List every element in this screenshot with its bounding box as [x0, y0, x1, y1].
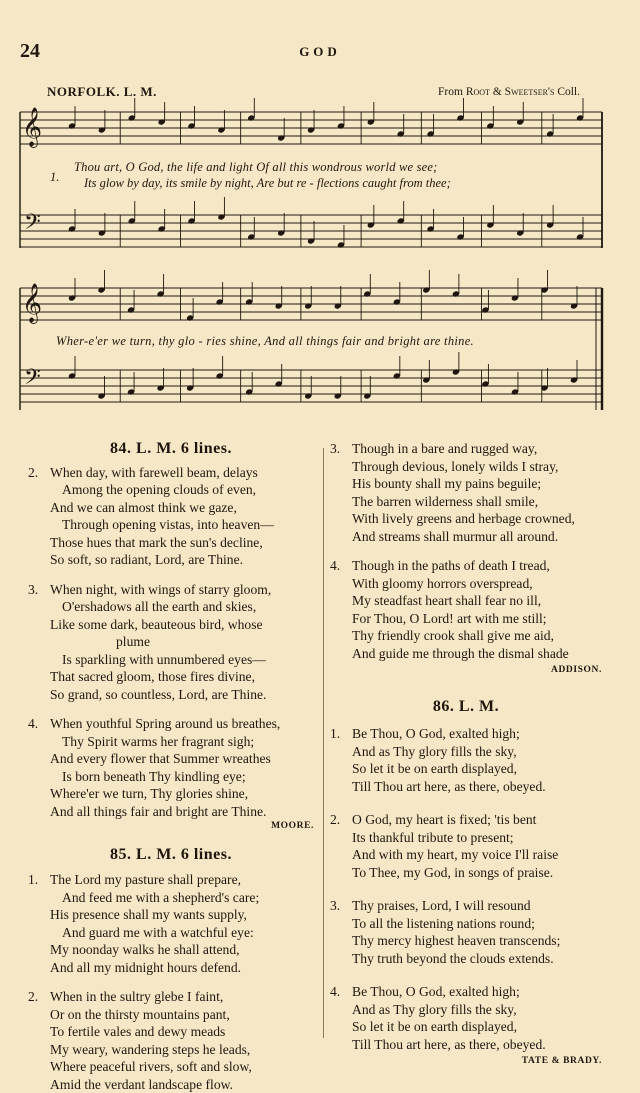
stanza-line — [330, 557, 602, 575]
music-score — [0, 0, 640, 420]
stanza-line-text: And feed me with a shepherd's care; — [62, 890, 259, 905]
stanza-line — [330, 725, 602, 743]
left-column — [28, 440, 314, 1093]
right-column — [330, 440, 602, 1071]
stanza-line-text: Thy Spirit warms her fragrant sigh; — [62, 734, 254, 749]
stanza-number: 2. — [28, 988, 50, 1006]
stanza-line-text: And all things fair and bright are Thine. — [50, 804, 266, 819]
stanza-line-text: Amid the verdant landscape flow. — [50, 1077, 233, 1092]
hymn-85-attribution: ADDISON. — [330, 662, 602, 680]
stanza-line-text: Be Thou, O God, exalted high; — [352, 984, 520, 999]
hymn-84-attribution: MOORE. — [28, 818, 314, 836]
hymn-84-body — [28, 464, 314, 821]
stanza-line-text: O'ershadows all the earth and skies, — [62, 599, 256, 614]
stanza-number: 3. — [330, 897, 352, 915]
stanza-line — [28, 1041, 314, 1059]
running-head: GOD — [0, 44, 640, 60]
stanza-line — [28, 633, 314, 651]
stanza-line-text: Where'er we turn, Thy glories shine, — [50, 786, 248, 801]
stanza-number: 2. — [330, 811, 352, 829]
stanza-line — [28, 1058, 314, 1076]
stanza-line-text: My noonday walks he shall attend, — [50, 942, 240, 957]
stanza-line-text: O God, my heart is fixed; 'tis bent — [352, 812, 536, 827]
stanza-line-text: For Thou, O Lord! art with me still; — [352, 611, 547, 626]
stanza-line — [28, 668, 314, 686]
stanza-number: 1. — [330, 725, 352, 743]
stanza — [330, 725, 602, 795]
stanza-line — [28, 1006, 314, 1024]
stanza-line-text: Thy friendly crook shall give me aid, — [352, 628, 554, 643]
stanza-line-text: My weary, wandering steps he leads, — [50, 1042, 250, 1057]
stanza-line-text: My steadfast heart shall fear no ill, — [352, 593, 541, 608]
tune-source-suffix: Coll. — [557, 86, 580, 98]
stanza-line — [28, 534, 314, 552]
stanza-line — [330, 829, 602, 847]
stanza-line-text: Like some dark, beauteous bird, whose — [50, 617, 263, 632]
stanza-line-text: Is sparkling with unnumbered eyes— — [62, 652, 266, 667]
hymn-86-body — [330, 725, 602, 1053]
page-number: 24 — [20, 40, 40, 63]
stanza — [28, 581, 314, 704]
column-divider — [323, 448, 324, 1038]
stanza-line — [28, 941, 314, 959]
tune-name: NORFOLK. L. M. — [47, 84, 157, 100]
lyric-line-3: Wher-e'er we turn, thy glo - ries shine, And all things fair and bright are thine. — [56, 334, 474, 349]
stanza-line-text: So let it be on earth displayed, — [352, 761, 517, 776]
lyric-line-2: Its glow by day, its smile by night, Are but re - flections caught from thee; — [84, 176, 451, 191]
stanza-line — [330, 610, 602, 628]
hymn-84-heading: 84. L. M. 6 lines. — [28, 440, 314, 458]
stanza-line-text: And we can almost think we gaze, — [50, 500, 237, 515]
stanza-line — [28, 871, 314, 889]
treble-clef-icon: 𝄞 — [22, 107, 42, 148]
stanza-line — [28, 715, 314, 733]
stanza-line — [28, 768, 314, 786]
stanza-line — [330, 440, 602, 458]
stanza-line — [28, 906, 314, 924]
stanza-line-text: Till Thou art here, as there, obeyed. — [352, 1037, 546, 1052]
stanza-line-text: And guard me with a watchful eye: — [62, 925, 254, 940]
stanza-number: 4. — [330, 983, 352, 1001]
stanza-line-text: And guide me through the dismal shade — [352, 646, 569, 661]
stanza-line-text: Thy truth beyond the clouds extends. — [352, 951, 554, 966]
stanza-line — [330, 575, 602, 593]
stanza-line — [330, 915, 602, 933]
stanza — [330, 811, 602, 881]
stanza-line — [28, 551, 314, 569]
stanza-line — [28, 785, 314, 803]
tune-source-name: Root & Sweetser's — [466, 86, 555, 98]
stanza — [28, 715, 314, 820]
stanza-number: 3. — [330, 440, 352, 458]
stanza-line — [330, 458, 602, 476]
stanza-line-text: Is born beneath Thy kindling eye; — [62, 769, 246, 784]
treble-clef-icon: 𝄞 — [22, 283, 42, 324]
stanza-line — [28, 516, 314, 534]
stanza-line-text: And as Thy glory fills the sky, — [352, 744, 517, 759]
stanza-line-text: Be Thou, O God, exalted high; — [352, 726, 520, 741]
stanza — [28, 871, 314, 976]
hymn-86-heading: 86. L. M. — [330, 698, 602, 716]
stanza-line — [28, 889, 314, 907]
stanza — [330, 440, 602, 545]
stanza-line — [28, 750, 314, 768]
stanza-line-text: The barren wilderness shall smile, — [352, 494, 538, 509]
lyric-line-1: Thou art, O God, the life and light Of all this wondrous world we see; — [74, 160, 438, 175]
stanza-line-text: Or on the thirsty mountains pant, — [50, 1007, 230, 1022]
stanza-line-text: When day, with farewell beam, delays — [50, 465, 258, 480]
stanza-line-text: Through devious, lonely wilds I stray, — [352, 459, 558, 474]
stanza — [330, 897, 602, 967]
stanza-line-text: To all the listening nations round; — [352, 916, 535, 931]
stanza-number: 2. — [28, 464, 50, 482]
stanza-line-text: That sacred gloom, those fires divine, — [50, 669, 255, 684]
stanza-line — [330, 627, 602, 645]
stanza-line — [330, 510, 602, 528]
stanza-line — [28, 1076, 314, 1093]
stanza-line-text: When night, with wings of starry gloom, — [50, 582, 271, 597]
stanza-line-text: Thy mercy highest heaven transcends; — [352, 933, 560, 948]
stanza-line-text: Though in the paths of death I tread, — [352, 558, 550, 573]
stanza-line — [330, 1018, 602, 1036]
stanza-line-text: With gloomy horrors overspread, — [352, 576, 533, 591]
stanza-line — [330, 950, 602, 968]
hymn-85-body-left — [28, 871, 314, 1093]
bass-clef-icon: 𝄢 — [24, 365, 41, 395]
stanza-line-text: His bounty shall my pains beguile; — [352, 476, 541, 491]
stanza-line — [330, 932, 602, 950]
stanza-line-text: And all my midnight hours defend. — [50, 960, 241, 975]
stanza — [330, 557, 602, 662]
stanza-line — [330, 846, 602, 864]
stanza-line — [330, 811, 602, 829]
stanza-line — [330, 475, 602, 493]
stanza-line-text: And every flower that Summer wreathes — [50, 751, 271, 766]
stanza-line-text: plume — [116, 634, 150, 649]
stanza-line — [330, 1001, 602, 1019]
stanza-line — [28, 464, 314, 482]
hymn-85-heading: 85. L. M. 6 lines. — [28, 846, 314, 864]
stanza-line — [330, 864, 602, 882]
stanza-line — [330, 493, 602, 511]
stanza-line-text: Where peaceful rivers, soft and slow, — [50, 1059, 252, 1074]
stanza-line — [330, 897, 602, 915]
verse-number: 1. — [50, 170, 59, 185]
stanza-line-text: To Thee, my God, in songs of praise. — [352, 865, 553, 880]
stanza-line-text: And with my heart, my voice I'll raise — [352, 847, 558, 862]
bass-clef-icon: 𝄢 — [24, 210, 41, 240]
stanza — [28, 988, 314, 1093]
stanza-line — [28, 616, 314, 634]
stanza-line — [330, 645, 602, 663]
stanza-line-text: The Lord my pasture shall prepare, — [50, 872, 241, 887]
stanza-line-text: Its thankful tribute to present; — [352, 830, 514, 845]
stanza-line-text: When in the sultry glebe I faint, — [50, 989, 223, 1004]
stanza-line-text: To fertile vales and dewy meads — [50, 1024, 225, 1039]
stanza-line — [330, 778, 602, 796]
stanza-line-text: Among the opening clouds of even, — [62, 482, 256, 497]
hymn-86-attribution: TATE & BRADY. — [330, 1053, 602, 1071]
stanza-line-text: Those hues that mark the sun's decline, — [50, 535, 263, 550]
stanza-line-text: And as Thy glory fills the sky, — [352, 1002, 517, 1017]
stanza-line — [28, 481, 314, 499]
stanza-line — [330, 983, 602, 1001]
stanza-line-text: So grand, so countless, Lord, are Thine. — [50, 687, 266, 702]
stanza-line-text: So soft, so radiant, Lord, are Thine. — [50, 552, 243, 567]
stanza-line — [28, 686, 314, 704]
stanza-line — [28, 959, 314, 977]
stanza-number: 3. — [28, 581, 50, 599]
stanza-number: 1. — [28, 871, 50, 889]
stanza-line — [28, 499, 314, 517]
stanza-line-text: Though in a bare and rugged way, — [352, 441, 537, 456]
stanza-line-text: With lively greens and herbage crowned, — [352, 511, 575, 526]
stanza-line-text: Through opening vistas, into heaven— — [62, 517, 274, 532]
stanza-line — [28, 651, 314, 669]
stanza-number: 4. — [330, 557, 352, 575]
stanza-line — [28, 733, 314, 751]
stanza-line-text: Thy praises, Lord, I will resound — [352, 898, 531, 913]
stanza-line — [330, 592, 602, 610]
tune-source-prefix: From — [438, 86, 463, 98]
stanza-line — [28, 1023, 314, 1041]
stanza-line — [330, 760, 602, 778]
stanza-line-text: When youthful Spring around us breathes, — [50, 716, 280, 731]
stanza-line-text: Till Thou art here, as there, obeyed. — [352, 779, 546, 794]
stanza — [28, 464, 314, 569]
stanza-line-text: And streams shall murmur all around. — [352, 529, 558, 544]
stanza-line-text: His presence shall my wants supply, — [50, 907, 247, 922]
stanza-line — [28, 581, 314, 599]
stanza-number: 4. — [28, 715, 50, 733]
stanza-line — [28, 988, 314, 1006]
hymn-85-body-right — [330, 440, 602, 662]
stanza-line — [28, 924, 314, 942]
stanza-line — [330, 743, 602, 761]
stanza-line — [28, 598, 314, 616]
stanza-line — [330, 528, 602, 546]
stanza-line-text: So let it be on earth displayed, — [352, 1019, 517, 1034]
stanza-line — [330, 1036, 602, 1054]
